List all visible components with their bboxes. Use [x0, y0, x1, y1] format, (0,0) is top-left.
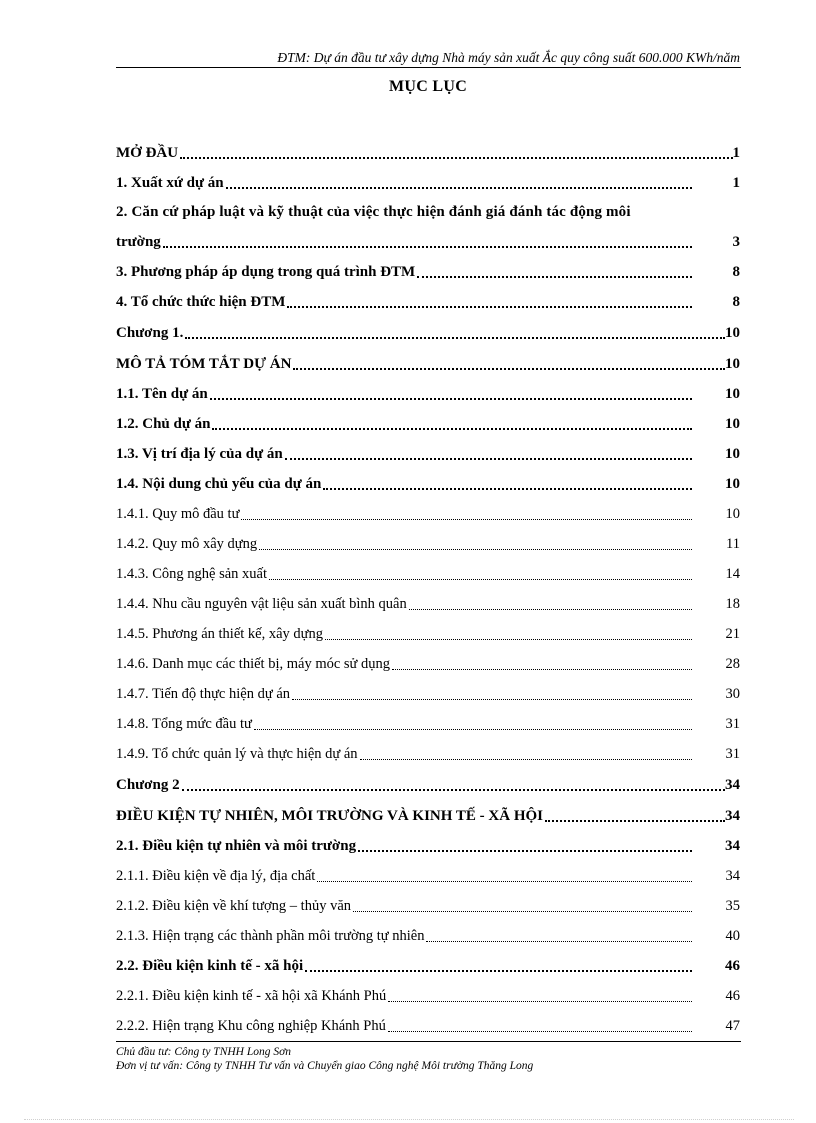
toc-entry-text: 1.4.3. Công nghệ sản xuất	[116, 566, 268, 582]
toc-leader	[180, 146, 732, 159]
running-footer	[116, 1045, 740, 1073]
toc-entry-1-2[interactable]	[116, 414, 740, 434]
toc-leader	[212, 417, 692, 430]
toc-entry-page: 10	[725, 446, 740, 462]
toc-entry-2-1-2[interactable]	[116, 896, 740, 916]
toc-entry-text: 1.4.8. Tổng mức đầu tư	[116, 716, 252, 732]
footer-divider	[116, 1041, 741, 1042]
toc-title: MỤC LỤC	[388, 78, 468, 95]
toc-entry-1-4-6[interactable]	[116, 654, 740, 674]
toc-leader	[287, 295, 692, 308]
toc-entry-2-2-1[interactable]	[116, 986, 740, 1006]
toc-leader	[353, 900, 692, 912]
toc-entry-chuong-1[interactable]	[116, 323, 740, 343]
running-header: ĐTM: Dự án đầu tư xây dựng Nhà máy sản xuất Ắc quy công suất 600.000 KWh/năm	[277, 50, 740, 65]
toc-entry-chuong-2[interactable]	[116, 775, 740, 795]
toc-entry-text: 1. Xuất xứ dự án	[116, 175, 224, 191]
toc-entry-text: 2.1. Điều kiện tự nhiên và môi trường	[116, 838, 357, 854]
toc-entry-2-1[interactable]	[116, 836, 740, 856]
toc-entry-text: ĐIỀU KIỆN TỰ NHIÊN, MÔI TRƯỜNG VÀ KINH TẾ - XÃ HỘI	[116, 808, 544, 824]
toc-entry-1-4[interactable]	[116, 474, 740, 494]
toc-entry-text: MỞ ĐẦU	[116, 145, 179, 161]
toc-entry-text: 1.4.5. Phương án thiết kế, xây dựng	[116, 626, 324, 642]
toc-entry-page: 10	[725, 356, 740, 372]
toc-entry-page: 34	[725, 777, 740, 793]
toc-entry-1-4-1[interactable]	[116, 504, 740, 524]
toc-entry-page: 34	[725, 838, 740, 854]
toc-entry-page: 1	[732, 175, 740, 191]
toc-entry-1-4-2[interactable]	[116, 534, 740, 554]
toc-leader	[305, 959, 692, 972]
toc-leader	[360, 748, 692, 760]
toc-leader	[323, 477, 692, 490]
toc-leader	[226, 176, 692, 189]
toc-entry-page: 47	[725, 1018, 740, 1034]
toc-entry-2-1-1[interactable]	[116, 866, 740, 886]
toc-entry-1-4-7[interactable]	[116, 684, 740, 704]
toc-entry-text: 1.4.9. Tổ chức quản lý và thực hiện dự án	[116, 746, 358, 762]
toc-entry-4[interactable]	[116, 292, 740, 312]
toc-entry-text: 4. Tổ chức thức hiện ĐTM	[116, 294, 286, 310]
toc-entry-page: 21	[725, 626, 740, 642]
toc-entry-text: 2.1.2. Điều kiện về khí tượng – thủy văn	[116, 898, 352, 914]
toc-leader	[325, 628, 692, 640]
toc-entry-mo-dau[interactable]	[116, 143, 740, 163]
toc-entry-3[interactable]	[116, 262, 740, 282]
header-divider	[116, 67, 741, 68]
footer-owner: Chủ đầu tư: Công ty TNHH Long Sơn	[116, 1046, 292, 1058]
toc-entry-page: 10	[725, 325, 740, 341]
toc-entry-2-line2[interactable]	[116, 232, 740, 252]
toc-entry-page: 10	[725, 386, 740, 402]
toc-leader	[269, 568, 692, 580]
toc-leader	[259, 538, 692, 550]
toc-entry-page: 46	[725, 988, 740, 1004]
toc-entry-page: 8	[732, 264, 740, 280]
toc-entry-page: 10	[725, 416, 740, 432]
toc-entry-text: 1.2. Chủ dự án	[116, 416, 211, 432]
toc-leader	[241, 508, 692, 520]
toc-entry-page: 3	[732, 234, 740, 250]
toc-entry-page: 35	[725, 898, 740, 914]
toc-entry-text: 3. Phương pháp áp dụng trong quá trình ĐTM	[116, 264, 416, 280]
toc-entry-page: 40	[725, 928, 740, 944]
toc-entry-2-2-2[interactable]	[116, 1016, 740, 1036]
toc-leader	[210, 387, 692, 400]
toc-entry-mo-ta-tom-tat[interactable]	[116, 354, 740, 374]
toc-leader	[292, 688, 692, 700]
toc-entry-text: MÔ TẢ TÓM TẮT DỰ ÁN	[116, 356, 292, 372]
toc-leader	[392, 658, 692, 670]
toc-entry-2-line1[interactable]: 2. Căn cứ pháp luật và kỹ thuật của việc thực hiện đánh giá đánh tác động môi	[116, 204, 631, 220]
toc-entry-text: 1.4.1. Quy mô đầu tư	[116, 506, 240, 522]
toc-entry-page: 10	[725, 476, 740, 492]
toc-leader	[182, 778, 725, 791]
toc-entry-page: 31	[725, 746, 740, 762]
toc-entry-text: 1.1. Tên dự án	[116, 386, 208, 402]
toc-entry-text: 2.2. Điều kiện kinh tế - xã hội	[116, 958, 304, 974]
toc-entry-page: 8	[732, 294, 740, 310]
toc-leader	[358, 839, 692, 852]
toc-entry-text: 2.1.3. Hiện trạng các thành phần môi trường tự nhiên	[116, 928, 425, 944]
toc-entry-1-4-3[interactable]	[116, 564, 740, 584]
page-edge-marker	[24, 1119, 794, 1120]
toc-entry-2-1-3[interactable]	[116, 926, 740, 946]
toc-entry-page: 10	[725, 506, 740, 522]
toc-entry-text: 2.2.2. Hiện trạng Khu công nghiệp Khánh Phú	[116, 1018, 386, 1034]
toc-entry-dieu-kien[interactable]	[116, 806, 740, 826]
toc-leader	[388, 990, 692, 1002]
toc-entry-text: 2.1.1. Điều kiện về địa lý, địa chất	[116, 868, 316, 884]
toc-entry-text: 1.4.4. Nhu cầu nguyên vật liệu sản xuất bình quân	[116, 596, 407, 612]
toc-entry-text: trường	[116, 234, 161, 250]
toc-entry-page: 18	[725, 596, 740, 612]
toc-entry-page: 28	[725, 656, 740, 672]
toc-entry-text: 1.3. Vị trí địa lý của dự án	[116, 446, 283, 462]
toc-leader	[545, 809, 725, 822]
toc-leader	[388, 1020, 692, 1032]
toc-entry-2-2[interactable]	[116, 956, 740, 976]
toc-leader	[163, 235, 692, 248]
toc-entry-text: 1.4.2. Quy mô xây dựng	[116, 536, 258, 552]
toc-entry-text: 2.2.1. Điều kiện kinh tế - xã hội xã Khánh Phú	[116, 988, 387, 1004]
toc-leader	[285, 447, 692, 460]
toc-leader	[317, 870, 692, 882]
toc-entry-text: 1.4. Nội dung chủ yếu của dự án	[116, 476, 322, 492]
toc-entry-1-4-8[interactable]	[116, 714, 740, 734]
toc-entry-1-4-4[interactable]	[116, 594, 740, 614]
toc-entry-text: Chương 2	[116, 777, 180, 793]
toc-entry-1-4-9[interactable]	[116, 744, 740, 764]
footer-consultant: Đơn vị tư vấn: Công ty TNHH Tư vấn và Chuyển giao Công nghệ Môi trường Thăng Long	[116, 1060, 534, 1072]
toc-entry-1[interactable]	[116, 173, 740, 193]
toc-leader	[417, 265, 692, 278]
toc-entry-text: Chương 1.	[116, 325, 184, 341]
toc-entry-page: 30	[725, 686, 740, 702]
toc-leader	[254, 718, 692, 730]
toc-leader	[185, 326, 725, 339]
toc-entry-page: 11	[726, 536, 740, 552]
toc-entry-text: 1.4.6. Danh mục các thiết bị, máy móc sử dụng	[116, 656, 391, 672]
toc-entry-page: 14	[725, 566, 740, 582]
toc-leader	[293, 357, 725, 370]
toc-entry-page: 31	[725, 716, 740, 732]
toc-entry-page: 1	[732, 145, 740, 161]
toc-entry-page: 34	[725, 808, 740, 824]
toc-entry-1-1[interactable]	[116, 384, 740, 404]
toc-leader	[409, 598, 692, 610]
toc-entry-page: 34	[725, 868, 740, 884]
toc-leader	[426, 930, 692, 942]
toc-entry-page: 46	[725, 958, 740, 974]
toc-entry-1-3[interactable]	[116, 444, 740, 464]
toc-entry-1-4-5[interactable]	[116, 624, 740, 644]
toc-entry-text: 1.4.7. Tiến độ thực hiện dự án	[116, 686, 291, 702]
